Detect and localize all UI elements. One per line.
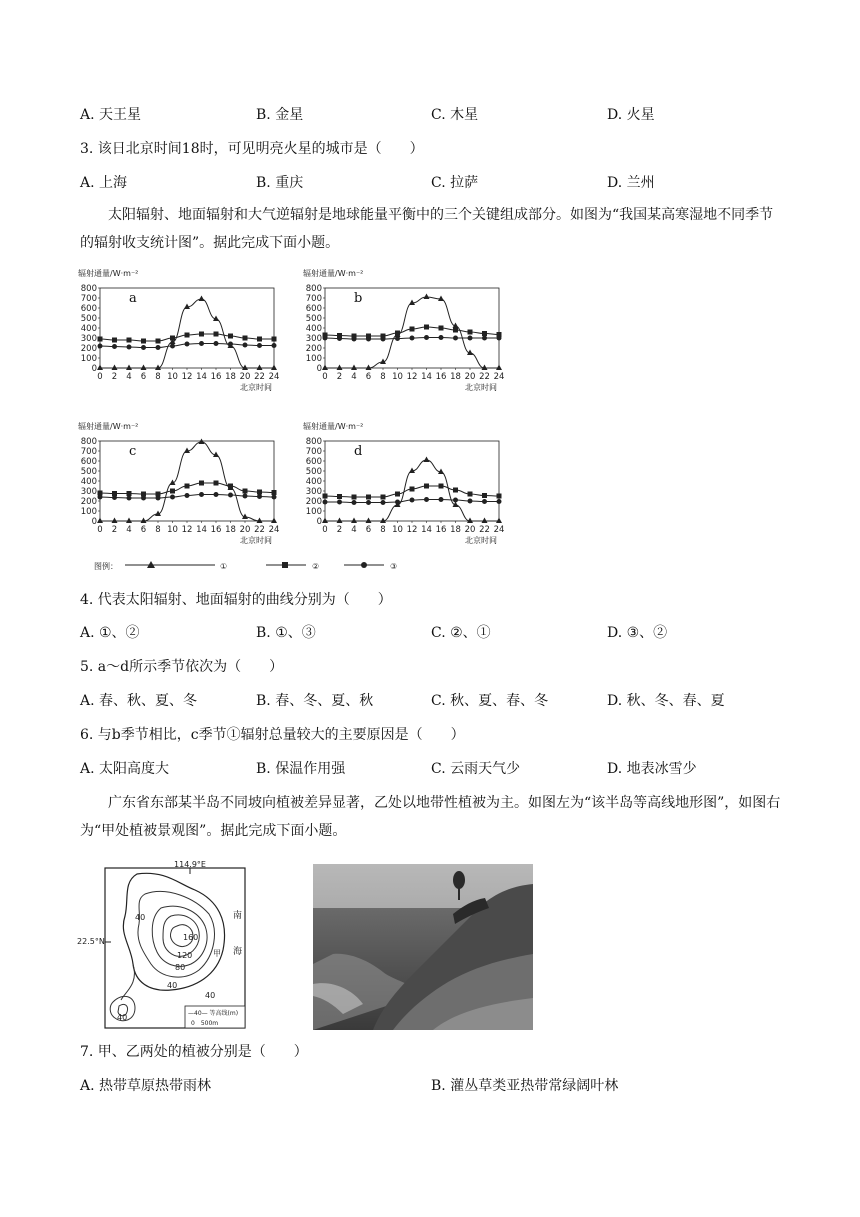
data-point-square xyxy=(214,481,219,486)
x-tick-label: 18 xyxy=(450,372,461,382)
y-tick-label: 500 xyxy=(305,314,322,324)
y-tick-label: 800 xyxy=(305,437,322,447)
y-tick-label: 100 xyxy=(80,354,97,364)
x-tick-label: 4 xyxy=(126,525,132,535)
x-tick-label: 18 xyxy=(225,525,236,535)
x-axis-label: 北京时间 xyxy=(240,536,272,545)
data-point-square xyxy=(199,332,204,337)
y-tick-label: 100 xyxy=(305,354,322,364)
data-point-circle xyxy=(482,336,487,341)
option-b: B. ①、③ xyxy=(256,625,316,641)
data-point-triangle xyxy=(337,518,343,524)
x-tick-label: 18 xyxy=(225,372,236,382)
data-point-circle xyxy=(214,492,219,497)
x-tick-label: 20 xyxy=(464,372,476,382)
data-point-triangle xyxy=(496,365,502,371)
chart-panel-c xyxy=(78,421,288,556)
data-point-triangle xyxy=(271,365,277,371)
data-point-circle xyxy=(482,499,487,504)
y-tick-label: 100 xyxy=(305,507,322,517)
x-tick-label: 24 xyxy=(493,372,505,382)
x-axis-label: 北京时间 xyxy=(465,383,497,392)
data-point-circle xyxy=(497,499,502,504)
data-point-triangle xyxy=(351,518,357,524)
x-tick-label: 20 xyxy=(239,525,251,535)
panel-label: a xyxy=(129,291,137,306)
q6-options xyxy=(80,758,780,780)
y-tick-label: 0 xyxy=(91,364,97,374)
y-tick-label: 600 xyxy=(305,457,322,467)
data-point-square xyxy=(185,333,190,338)
y-tick-label: 800 xyxy=(80,437,97,447)
y-tick-label: 500 xyxy=(80,467,97,477)
data-point-circle xyxy=(366,337,371,342)
data-point-circle xyxy=(381,337,386,342)
data-point-circle xyxy=(323,500,328,505)
data-point-triangle xyxy=(438,296,444,302)
x-tick-label: 6 xyxy=(365,525,372,535)
data-point-circle xyxy=(156,345,161,350)
question-5-stem: 5. a～d所示季节依次为（ ） xyxy=(80,659,284,675)
label-120: 120 xyxy=(177,951,193,960)
data-point-triangle xyxy=(97,365,103,371)
x-tick-label: 22 xyxy=(254,525,265,535)
data-point-square xyxy=(439,326,444,331)
x-tick-label: 6 xyxy=(140,372,147,382)
plot-frame xyxy=(325,441,499,521)
question-3-stem: 3. 该日北京时间18时，可见明亮火星的城市是（ ） xyxy=(80,141,424,157)
option-c: C. 拉萨 xyxy=(431,175,479,191)
data-point-circle xyxy=(352,337,357,342)
y-tick-label: 600 xyxy=(80,304,97,314)
y-tick-label: 0 xyxy=(316,517,322,527)
data-point-square xyxy=(395,492,400,497)
x-tick-label: 0 xyxy=(97,372,103,382)
x-tick-label: 12 xyxy=(181,525,193,535)
vegetation-landscape-photo xyxy=(313,864,533,1030)
x-tick-label: 2 xyxy=(336,525,343,535)
question-6-stem: 6. 与b季节相比，c季节①辐射总量较大的主要原因是（ ） xyxy=(80,727,465,743)
data-point-triangle xyxy=(126,365,132,371)
label-jia: 甲 xyxy=(213,949,221,958)
data-point-circle xyxy=(141,345,146,350)
data-point-circle xyxy=(366,500,371,505)
data-point-triangle xyxy=(482,518,488,524)
data-point-triangle xyxy=(112,518,118,524)
y-axis-label: 辐射通量/W·m⁻² xyxy=(78,422,139,431)
data-point-circle xyxy=(228,342,233,347)
y-axis-label: 辐射通量/W·m⁻² xyxy=(303,269,364,278)
x-tick-label: 6 xyxy=(365,372,372,382)
x-tick-label: 8 xyxy=(155,372,161,382)
q3-options xyxy=(80,172,780,194)
question-4-stem: 4. 代表太阳辐射、地面辐射的曲线分别为（ ） xyxy=(80,592,392,608)
data-point-square xyxy=(185,484,190,489)
y-tick-label: 300 xyxy=(80,487,97,497)
data-point-circle xyxy=(156,496,161,501)
option-a: A. 上海 xyxy=(80,175,128,191)
legend-item-1: ① xyxy=(220,562,228,571)
x-tick-label: 22 xyxy=(479,525,490,535)
data-point-square xyxy=(424,325,429,330)
x-tick-label: 16 xyxy=(210,372,222,382)
option-d: D. ③、② xyxy=(607,625,668,641)
data-point-triangle xyxy=(322,365,328,371)
plot-frame xyxy=(100,288,274,368)
legend-item-2: ② xyxy=(312,562,320,571)
x-tick-label: 16 xyxy=(435,372,447,382)
data-point-circle xyxy=(337,500,342,505)
option-d: D. 火星 xyxy=(607,107,655,123)
x-tick-label: 10 xyxy=(167,525,178,535)
data-point-circle xyxy=(468,499,473,504)
label-sea-nan: 南 xyxy=(233,911,243,921)
label-80: 80 xyxy=(175,963,186,972)
x-tick-label: 20 xyxy=(464,525,476,535)
data-point-square xyxy=(199,481,204,486)
data-point-circle xyxy=(352,500,357,505)
data-point-circle xyxy=(98,344,103,349)
option-b: B. 重庆 xyxy=(256,175,304,191)
data-point-triangle xyxy=(199,296,205,302)
data-point-circle xyxy=(185,342,190,347)
x-tick-label: 24 xyxy=(493,525,505,535)
option-c: C. ②、① xyxy=(431,625,491,641)
chart-svg-a xyxy=(78,268,288,403)
x-tick-label: 4 xyxy=(351,372,357,382)
panel-label: c xyxy=(129,444,137,459)
label-40-a: 40 xyxy=(135,913,146,922)
data-point-square xyxy=(127,338,132,343)
y-tick-label: 600 xyxy=(80,457,97,467)
map-latitude: 22.5°N xyxy=(77,937,105,946)
data-point-square xyxy=(482,493,487,498)
x-tick-label: 10 xyxy=(392,525,403,535)
data-point-square xyxy=(156,339,161,344)
x-tick-label: 22 xyxy=(479,372,490,382)
data-point-square xyxy=(453,488,458,493)
option-c: C. 木星 xyxy=(431,107,479,123)
y-tick-label: 400 xyxy=(305,324,322,334)
data-point-square xyxy=(424,484,429,489)
data-point-square xyxy=(243,489,248,494)
data-point-square xyxy=(395,331,400,336)
x-tick-label: 24 xyxy=(268,525,280,535)
y-tick-label: 700 xyxy=(80,294,97,304)
y-tick-label: 600 xyxy=(305,304,322,314)
x-tick-label: 4 xyxy=(351,525,357,535)
data-point-square xyxy=(410,327,415,332)
data-point-circle xyxy=(112,495,117,500)
y-tick-label: 800 xyxy=(305,284,322,294)
data-point-circle xyxy=(272,495,277,500)
y-tick-label: 400 xyxy=(80,324,97,334)
data-point-circle xyxy=(439,335,444,340)
data-point-square xyxy=(482,331,487,336)
series-line-1 xyxy=(100,442,274,521)
chart-panel-b xyxy=(303,268,513,403)
data-point-triangle xyxy=(424,294,430,300)
data-point-square xyxy=(272,337,277,342)
passage-radiation: 太阳辐射、地面辐射和大气逆辐射是地球能量平衡中的三个关键组成部分。如图为“我国某高寒湿地不同季节的辐射收支统计图”。据此完成下面小题。 xyxy=(80,207,774,251)
x-axis-label: 北京时间 xyxy=(240,383,272,392)
data-point-circle xyxy=(214,341,219,346)
data-point-square xyxy=(468,330,473,335)
data-point-circle xyxy=(243,494,248,499)
chart-legend xyxy=(80,558,440,574)
chart-panel-a xyxy=(78,268,288,403)
option-d: D. 秋、冬、春、夏 xyxy=(607,693,725,709)
option-a: A. 热带草原热带雨林 xyxy=(80,1078,212,1094)
map-legend-contour: —40— 等高线(m) xyxy=(188,1010,239,1017)
data-point-square xyxy=(410,487,415,492)
y-tick-label: 400 xyxy=(80,477,97,487)
data-point-triangle xyxy=(424,457,430,463)
option-d: D. 兰州 xyxy=(607,175,655,191)
data-point-circle xyxy=(170,495,175,500)
data-point-circle xyxy=(127,345,132,350)
y-tick-label: 700 xyxy=(80,447,97,457)
data-point-triangle xyxy=(141,365,147,371)
data-point-square xyxy=(243,336,248,341)
data-point-circle xyxy=(410,336,415,341)
data-point-circle xyxy=(337,336,342,341)
data-point-square xyxy=(381,495,386,500)
x-tick-label: 14 xyxy=(421,372,432,382)
label-40-c: 40 xyxy=(117,1013,128,1022)
y-tick-label: 700 xyxy=(305,447,322,457)
y-tick-label: 300 xyxy=(80,334,97,344)
option-d: D. 地表冰雪少 xyxy=(607,761,697,777)
data-point-circle xyxy=(410,498,415,503)
chart-svg-c xyxy=(78,421,288,556)
x-tick-label: 20 xyxy=(239,372,251,382)
data-point-triangle xyxy=(366,518,372,524)
data-point-circle xyxy=(141,496,146,501)
q5-options xyxy=(80,690,780,712)
legend-label: 图例： xyxy=(94,562,118,571)
data-point-square xyxy=(439,484,444,489)
y-tick-label: 0 xyxy=(316,364,322,374)
data-point-triangle xyxy=(351,365,357,371)
option-a: A. 天王星 xyxy=(80,107,142,123)
y-tick-label: 500 xyxy=(305,467,322,477)
data-point-square xyxy=(141,339,146,344)
label-160: 160 xyxy=(183,933,199,942)
data-point-square xyxy=(98,337,103,342)
y-tick-label: 200 xyxy=(305,497,322,507)
x-tick-label: 12 xyxy=(406,372,418,382)
data-point-circle xyxy=(395,500,400,505)
contour-map xyxy=(77,860,303,1030)
data-point-triangle xyxy=(322,518,328,524)
x-tick-label: 8 xyxy=(380,525,386,535)
option-b: B. 金星 xyxy=(256,107,304,123)
data-point-square xyxy=(257,490,262,495)
x-axis-label: 北京时间 xyxy=(465,536,497,545)
chart-panel-d xyxy=(303,421,513,556)
x-tick-label: 0 xyxy=(322,372,328,382)
x-tick-label: 22 xyxy=(254,372,265,382)
data-point-triangle xyxy=(337,365,343,371)
data-point-square xyxy=(453,328,458,333)
data-point-circle xyxy=(257,343,262,348)
data-point-circle xyxy=(497,336,502,341)
y-tick-label: 700 xyxy=(305,294,322,304)
option-b: B. 灌丛草类亚热带常绿阔叶林 xyxy=(431,1078,619,1094)
x-tick-label: 12 xyxy=(406,525,418,535)
legend-circle-icon xyxy=(361,562,367,568)
data-point-circle xyxy=(453,498,458,503)
x-tick-label: 18 xyxy=(450,525,461,535)
data-point-square xyxy=(112,338,117,343)
option-b: B. 春、冬、夏、秋 xyxy=(256,693,374,709)
data-point-triangle xyxy=(271,518,277,524)
data-point-square xyxy=(214,332,219,337)
option-a: A. ①、② xyxy=(80,625,140,641)
option-a: A. 春、秋、夏、冬 xyxy=(80,693,198,709)
x-tick-label: 14 xyxy=(196,525,207,535)
data-point-circle xyxy=(272,343,277,348)
x-tick-label: 6 xyxy=(140,525,147,535)
data-point-circle xyxy=(112,344,117,349)
data-point-circle xyxy=(127,496,132,501)
data-point-triangle xyxy=(496,518,502,524)
q2-options xyxy=(80,104,780,126)
data-point-square xyxy=(366,495,371,500)
panel-label: d xyxy=(354,444,363,459)
label-40-d: 40 xyxy=(205,991,216,1000)
data-point-square xyxy=(228,334,233,339)
data-point-circle xyxy=(257,494,262,499)
data-point-triangle xyxy=(97,518,103,524)
y-tick-label: 100 xyxy=(80,507,97,517)
label-sea-hai: 海 xyxy=(233,947,243,957)
data-point-square xyxy=(257,337,262,342)
map-longitude: 114.9°E xyxy=(174,860,206,869)
question-7-stem: 7. 甲、乙两处的植被分别是（ ） xyxy=(80,1044,308,1060)
data-point-circle xyxy=(170,344,175,349)
x-tick-label: 10 xyxy=(167,372,178,382)
q7-options xyxy=(80,1075,780,1097)
option-c: C. 云雨天气少 xyxy=(431,761,521,777)
data-point-square xyxy=(170,336,175,341)
x-tick-label: 2 xyxy=(111,372,118,382)
data-point-circle xyxy=(381,500,386,505)
data-point-square xyxy=(272,490,277,495)
data-point-circle xyxy=(468,336,473,341)
data-point-circle xyxy=(228,493,233,498)
x-tick-label: 14 xyxy=(196,372,207,382)
x-tick-label: 2 xyxy=(111,525,118,535)
data-point-circle xyxy=(98,495,103,500)
data-point-triangle xyxy=(257,365,263,371)
x-tick-label: 16 xyxy=(435,525,447,535)
data-point-square xyxy=(352,495,357,500)
legend-square-icon xyxy=(282,562,288,568)
y-tick-label: 200 xyxy=(80,344,97,354)
x-tick-label: 16 xyxy=(210,525,222,535)
data-point-square xyxy=(170,489,175,494)
data-point-triangle xyxy=(112,365,118,371)
data-point-triangle xyxy=(126,518,132,524)
data-point-triangle xyxy=(257,518,263,524)
data-point-circle xyxy=(199,341,204,346)
data-point-circle xyxy=(243,343,248,348)
legend-item-3: ③ xyxy=(390,562,398,571)
option-c: C. 秋、夏、春、冬 xyxy=(431,693,549,709)
y-tick-label: 300 xyxy=(305,334,322,344)
x-tick-label: 8 xyxy=(380,372,386,382)
map-frame xyxy=(105,868,245,1028)
x-tick-label: 12 xyxy=(181,372,193,382)
y-axis-label: 辐射通量/W·m⁻² xyxy=(303,422,364,431)
passage-vegetation: 广东省东部某半岛不同坡向植被差异显著，乙处以地带性植被为主。如图左为“该半岛等高线地形图”，如图右为“甲处植被景观图”。据此完成下面小题。 xyxy=(80,795,781,839)
x-tick-label: 2 xyxy=(336,372,343,382)
x-tick-label: 24 xyxy=(268,372,280,382)
data-point-circle xyxy=(439,497,444,502)
data-point-square xyxy=(127,491,132,496)
data-point-square xyxy=(337,494,342,499)
option-a: A. 太阳高度大 xyxy=(80,761,170,777)
data-point-circle xyxy=(395,336,400,341)
x-tick-label: 0 xyxy=(322,525,328,535)
chart-svg-b xyxy=(303,268,513,403)
x-tick-label: 14 xyxy=(421,525,432,535)
data-point-circle xyxy=(424,335,429,340)
y-tick-label: 400 xyxy=(305,477,322,487)
data-point-circle xyxy=(424,497,429,502)
y-tick-label: 300 xyxy=(305,487,322,497)
x-tick-label: 0 xyxy=(97,525,103,535)
y-axis-label: 辐射通量/W·m⁻² xyxy=(78,269,139,278)
y-tick-label: 200 xyxy=(305,344,322,354)
x-tick-label: 8 xyxy=(155,525,161,535)
data-point-circle xyxy=(453,336,458,341)
x-tick-label: 10 xyxy=(392,372,403,382)
y-tick-label: 200 xyxy=(80,497,97,507)
y-tick-label: 0 xyxy=(91,517,97,527)
y-tick-label: 800 xyxy=(80,284,97,294)
label-40-b: 40 xyxy=(167,981,178,990)
data-point-square xyxy=(228,484,233,489)
data-point-circle xyxy=(185,493,190,498)
tree-crown xyxy=(453,871,465,889)
panel-label: b xyxy=(354,291,363,306)
data-point-circle xyxy=(323,336,328,341)
data-point-square xyxy=(468,492,473,497)
data-point-square xyxy=(323,494,328,499)
q4-options xyxy=(80,622,780,644)
data-point-circle xyxy=(199,492,204,497)
chart-svg-d xyxy=(303,421,513,556)
x-tick-label: 4 xyxy=(126,372,132,382)
option-b: B. 保温作用强 xyxy=(256,761,346,777)
map-scale: 0 500m xyxy=(191,1020,219,1027)
data-point-square xyxy=(497,494,502,499)
y-tick-label: 500 xyxy=(80,314,97,324)
